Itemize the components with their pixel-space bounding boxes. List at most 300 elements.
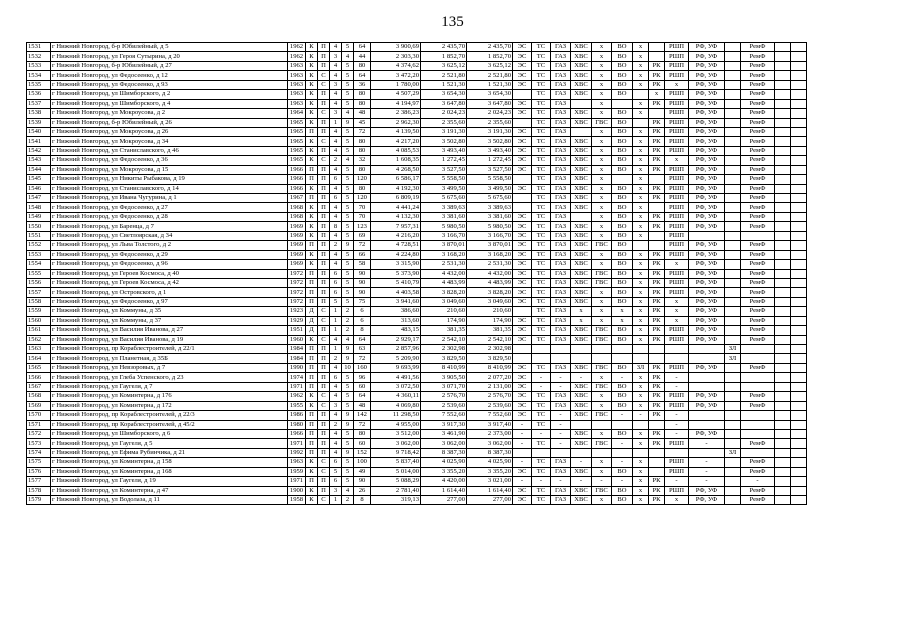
registry-body bbox=[27, 43, 807, 505]
cell-facade-flag: РемФ bbox=[741, 326, 775, 335]
cell-residential-area: 210,60 bbox=[467, 307, 513, 316]
cell-heating bbox=[532, 448, 551, 457]
cell-wall-type: К bbox=[306, 250, 318, 259]
cell-cold-water: ХВС bbox=[571, 90, 592, 99]
cell-gas: ГАЗ bbox=[551, 231, 571, 240]
cell-extra-col-1 bbox=[775, 326, 791, 335]
cell-extra-col-1 bbox=[775, 118, 791, 127]
cell-floors: 5 bbox=[342, 222, 354, 231]
cell-residential-area: 3 021,00 bbox=[467, 477, 513, 486]
cell-roof-mark: РК bbox=[649, 307, 665, 316]
cell-elevator-mark: х bbox=[633, 109, 649, 118]
cell-facade-flag: РемФ bbox=[741, 278, 775, 287]
cell-garbage-chute: РШП bbox=[665, 269, 689, 278]
cell-facade-repair: РФ, УФ bbox=[689, 61, 725, 70]
cell-address: г Нижний Новгород, ул Коминтерна, д 172 bbox=[51, 401, 288, 410]
cell-gas: ГАЗ bbox=[551, 109, 571, 118]
cell-total-area: 3 512,00 bbox=[371, 429, 421, 438]
cell-residential-area: 3 499,50 bbox=[467, 184, 513, 193]
cell-hot-water: х bbox=[592, 99, 612, 108]
cell-build-year: 1968 bbox=[288, 203, 306, 212]
cell-elevator-mark: х bbox=[633, 486, 649, 495]
cell-extra-col-1 bbox=[775, 401, 791, 410]
cell-roof-mark: РК bbox=[649, 156, 665, 165]
cell-garbage-chute: РШП bbox=[665, 231, 689, 240]
cell-cold-water: ХВС bbox=[571, 363, 592, 372]
cell-hot-water: х bbox=[592, 458, 612, 467]
cell-sewerage: - bbox=[612, 477, 633, 486]
cell-residential-area: 3 381,60 bbox=[467, 212, 513, 221]
cell-total-area: 4 224,80 bbox=[371, 250, 421, 259]
cell-address: г Нижний Новгород, ул Мокроусова, д 2 bbox=[51, 109, 288, 118]
cell-roof-mark: РК bbox=[649, 278, 665, 287]
cell-build-year: 1972 bbox=[288, 297, 306, 306]
cell-residential-area: 174,90 bbox=[467, 316, 513, 325]
cell-hot-water: х bbox=[592, 297, 612, 306]
cell-heating: ТС bbox=[532, 222, 551, 231]
cell-roof-mark: РК bbox=[649, 118, 665, 127]
cell-hot-water: х bbox=[592, 250, 612, 259]
cell-wall-type: П bbox=[306, 439, 318, 448]
cell-facade-repair: РФ, УФ bbox=[689, 288, 725, 297]
cell-electricity: ЭС bbox=[513, 137, 532, 146]
cell-living-area: 3 917,30 bbox=[421, 420, 467, 429]
table-row bbox=[27, 222, 807, 231]
cell-entrances: 4 bbox=[330, 392, 342, 401]
table-row bbox=[27, 496, 807, 505]
cell-build-year: 1955 bbox=[288, 401, 306, 410]
cell-sewerage: ВО bbox=[612, 269, 633, 278]
cell-garbage-chute bbox=[665, 448, 689, 457]
cell-build-year: 1984 bbox=[288, 345, 306, 354]
cell-heating: ТС bbox=[532, 43, 551, 52]
cell-entrances: 4 bbox=[330, 43, 342, 52]
cell-hot-water: х bbox=[592, 184, 612, 193]
table-row bbox=[27, 194, 807, 203]
cell-total-area: 4 268,50 bbox=[371, 165, 421, 174]
cell-garbage-chute: х bbox=[665, 496, 689, 505]
cell-heating: ТС bbox=[532, 486, 551, 495]
cell-facade-repair: РФ, УФ bbox=[689, 156, 725, 165]
cell-living-area: 3 493,40 bbox=[421, 146, 467, 155]
cell-garbage-chute: РШП bbox=[665, 71, 689, 80]
cell-residential-area: 2 521,80 bbox=[467, 71, 513, 80]
cell-apartments: 32 bbox=[354, 156, 371, 165]
cell-hot-water: - bbox=[592, 477, 612, 486]
cell-zl-mark bbox=[725, 165, 741, 174]
cell-zl-mark bbox=[725, 184, 741, 193]
cell-total-area: 11 298,50 bbox=[371, 411, 421, 420]
cell-row-number: 1555 bbox=[27, 269, 51, 278]
cell-living-area: 3 870,01 bbox=[421, 241, 467, 250]
cell-hot-water: ГВС bbox=[592, 486, 612, 495]
cell-gas: ГАЗ bbox=[551, 99, 571, 108]
cell-hot-water: х bbox=[592, 212, 612, 221]
cell-zl-mark bbox=[725, 326, 741, 335]
cell-living-area: 3 168,20 bbox=[421, 250, 467, 259]
cell-facade-flag bbox=[741, 373, 775, 382]
cell-sewerage: ВО bbox=[612, 496, 633, 505]
cell-electricity: ЭС bbox=[513, 260, 532, 269]
cell-roof-mark: РК bbox=[649, 260, 665, 269]
cell-hot-water: х bbox=[592, 90, 612, 99]
cell-gas: ГАЗ bbox=[551, 90, 571, 99]
cell-floors: 5 bbox=[342, 184, 354, 193]
cell-sewerage: ВО bbox=[612, 109, 633, 118]
cell-garbage-chute: РШП bbox=[665, 109, 689, 118]
cell-entrances: 6 bbox=[330, 373, 342, 382]
cell-extra-col-2 bbox=[791, 90, 807, 99]
cell-heating: ТС bbox=[532, 260, 551, 269]
cell-apartments: 60 bbox=[354, 439, 371, 448]
cell-sewerage: - bbox=[612, 411, 633, 420]
cell-floors: 9 bbox=[342, 448, 354, 457]
cell-elevator-mark: х bbox=[633, 250, 649, 259]
cell-hot-water: х bbox=[592, 222, 612, 231]
cell-residential-area: 3 647,80 bbox=[467, 99, 513, 108]
cell-entrances: 3 bbox=[330, 80, 342, 89]
cell-material: С bbox=[318, 316, 330, 325]
cell-facade-repair: РФ, УФ bbox=[689, 194, 725, 203]
cell-facade-flag bbox=[741, 382, 775, 391]
cell-hot-water: х bbox=[592, 43, 612, 52]
table-row bbox=[27, 109, 807, 118]
cell-hot-water: ГВС bbox=[592, 382, 612, 391]
cell-zl-mark bbox=[725, 71, 741, 80]
cell-cold-water: - bbox=[571, 458, 592, 467]
cell-garbage-chute: РШП bbox=[665, 118, 689, 127]
cell-address: г Нижний Новгород, пр Кораблестроителей, д 22/1 bbox=[51, 345, 288, 354]
cell-hot-water: х bbox=[592, 71, 612, 80]
cell-elevator-mark: х bbox=[633, 71, 649, 80]
cell-residential-area: 3 166,70 bbox=[467, 231, 513, 240]
cell-build-year: 1974 bbox=[288, 373, 306, 382]
cell-living-area: 3 355,20 bbox=[421, 467, 467, 476]
table-row bbox=[27, 43, 807, 52]
cell-address: г Нижний Новгород, ул Василия Иванова, д 27 bbox=[51, 326, 288, 335]
cell-living-area: 3 049,60 bbox=[421, 297, 467, 306]
cell-sewerage: ВО bbox=[612, 118, 633, 127]
cell-build-year: 1969 bbox=[288, 241, 306, 250]
cell-facade-repair: РФ, УФ bbox=[689, 52, 725, 61]
cell-total-area: 6 809,19 bbox=[371, 194, 421, 203]
cell-facade-repair: РФ, УФ bbox=[689, 307, 725, 316]
cell-electricity: ЭС bbox=[513, 241, 532, 250]
cell-garbage-chute: РШП bbox=[665, 137, 689, 146]
table-row bbox=[27, 345, 807, 354]
cell-total-area: 4 441,24 bbox=[371, 203, 421, 212]
cell-material: П bbox=[318, 420, 330, 429]
cell-wall-type: К bbox=[306, 467, 318, 476]
cell-cold-water: х bbox=[571, 307, 592, 316]
cell-material: П bbox=[318, 90, 330, 99]
cell-living-area: 3 654,30 bbox=[421, 90, 467, 99]
cell-total-area: 3 900,69 bbox=[371, 43, 421, 52]
cell-cold-water: ХВС bbox=[571, 382, 592, 391]
cell-material: П bbox=[318, 99, 330, 108]
cell-facade-repair: РФ, УФ bbox=[689, 99, 725, 108]
cell-living-area: 1 614,40 bbox=[421, 486, 467, 495]
cell-roof-mark: РК bbox=[649, 326, 665, 335]
cell-total-area: 9 718,42 bbox=[371, 448, 421, 457]
cell-hot-water: х bbox=[592, 316, 612, 325]
cell-zl-mark bbox=[725, 335, 741, 344]
cell-electricity: ЭС bbox=[513, 127, 532, 136]
cell-roof-mark: РК bbox=[649, 212, 665, 221]
cell-extra-col-1 bbox=[775, 146, 791, 155]
cell-entrances: 6 bbox=[330, 477, 342, 486]
cell-garbage-chute: РШП bbox=[665, 194, 689, 203]
cell-floors: 4 bbox=[342, 486, 354, 495]
cell-build-year: 1972 bbox=[288, 269, 306, 278]
cell-roof-mark: РК bbox=[649, 61, 665, 70]
cell-elevator-mark: х bbox=[633, 335, 649, 344]
cell-sewerage: ВО bbox=[612, 326, 633, 335]
cell-floors: 9 bbox=[342, 354, 354, 363]
cell-extra-col-1 bbox=[775, 439, 791, 448]
cell-electricity: ЭС bbox=[513, 467, 532, 476]
cell-extra-col-2 bbox=[791, 127, 807, 136]
cell-extra-col-1 bbox=[775, 477, 791, 486]
cell-living-area: 210,60 bbox=[421, 307, 467, 316]
cell-elevator-mark: х bbox=[633, 297, 649, 306]
cell-roof-mark bbox=[649, 231, 665, 240]
cell-zl-mark bbox=[725, 307, 741, 316]
cell-cold-water: ХВС bbox=[571, 486, 592, 495]
cell-elevator-mark: х bbox=[633, 222, 649, 231]
cell-garbage-chute: - bbox=[665, 477, 689, 486]
cell-zl-mark bbox=[725, 156, 741, 165]
cell-apartments: 80 bbox=[354, 146, 371, 155]
cell-build-year: 1966 bbox=[288, 184, 306, 193]
cell-facade-flag: РемФ bbox=[741, 335, 775, 344]
cell-heating: ТС bbox=[532, 212, 551, 221]
cell-facade-flag: РемФ bbox=[741, 401, 775, 410]
cell-extra-col-2 bbox=[791, 411, 807, 420]
cell-apartments: 80 bbox=[354, 61, 371, 70]
cell-total-area: 4 069,80 bbox=[371, 401, 421, 410]
cell-extra-col-1 bbox=[775, 420, 791, 429]
cell-material: П bbox=[318, 231, 330, 240]
cell-residential-area: 381,35 bbox=[467, 326, 513, 335]
cell-material: С bbox=[318, 156, 330, 165]
cell-gas: ГАЗ bbox=[551, 71, 571, 80]
cell-electricity: ЭС bbox=[513, 363, 532, 372]
cell-apartments: 8 bbox=[354, 326, 371, 335]
cell-sewerage: ВО bbox=[612, 401, 633, 410]
table-row bbox=[27, 278, 807, 287]
cell-address: г Нижний Новгород, ул Федосеенко, д 27 bbox=[51, 203, 288, 212]
cell-cold-water: ХВС bbox=[571, 326, 592, 335]
cell-material: П bbox=[318, 212, 330, 221]
cell-extra-col-2 bbox=[791, 156, 807, 165]
cell-extra-col-2 bbox=[791, 335, 807, 344]
cell-build-year: 1965 bbox=[288, 146, 306, 155]
cell-total-area: 4 139,50 bbox=[371, 127, 421, 136]
cell-garbage-chute: РШП bbox=[665, 90, 689, 99]
table-row bbox=[27, 137, 807, 146]
cell-extra-col-2 bbox=[791, 146, 807, 155]
cell-extra-col-1 bbox=[775, 363, 791, 372]
cell-facade-repair: РФ, УФ bbox=[689, 297, 725, 306]
cell-address: г Нижний Новгород, ул Федосеенко, д 12 bbox=[51, 71, 288, 80]
cell-garbage-chute: х bbox=[665, 80, 689, 89]
cell-address: г Нижний Новгород, ул Станиславского, д 14 bbox=[51, 184, 288, 193]
cell-living-area: 3 499,50 bbox=[421, 184, 467, 193]
cell-address: г Нижний Новгород, ул Шимборского, д 6 bbox=[51, 429, 288, 438]
cell-apartments: 72 bbox=[354, 420, 371, 429]
cell-floors: 5 bbox=[342, 288, 354, 297]
cell-extra-col-1 bbox=[775, 90, 791, 99]
cell-extra-col-2 bbox=[791, 496, 807, 505]
table-row bbox=[27, 175, 807, 184]
cell-apartments: 80 bbox=[354, 165, 371, 174]
cell-material: С bbox=[318, 335, 330, 344]
cell-extra-col-1 bbox=[775, 496, 791, 505]
cell-cold-water: ХВС bbox=[571, 156, 592, 165]
cell-extra-col-1 bbox=[775, 212, 791, 221]
table-row bbox=[27, 127, 807, 136]
cell-entrances: 4 bbox=[330, 411, 342, 420]
cell-elevator-mark bbox=[633, 241, 649, 250]
cell-total-area: 4 403,58 bbox=[371, 288, 421, 297]
cell-extra-col-2 bbox=[791, 477, 807, 486]
cell-address: г Нижний Новгород, ул Федосеенко, д 29 bbox=[51, 250, 288, 259]
cell-wall-type: К bbox=[306, 401, 318, 410]
cell-gas: ГАЗ bbox=[551, 486, 571, 495]
cell-total-area: 4 192,30 bbox=[371, 184, 421, 193]
cell-sewerage: ВО bbox=[612, 127, 633, 136]
cell-residential-area: 3 828,20 bbox=[467, 288, 513, 297]
cell-row-number: 1542 bbox=[27, 146, 51, 155]
cell-hot-water: х bbox=[592, 496, 612, 505]
cell-living-area: 3 461,90 bbox=[421, 429, 467, 438]
cell-zl-mark bbox=[725, 231, 741, 240]
cell-living-area: 3 625,12 bbox=[421, 61, 467, 70]
cell-facade-repair: РФ, УФ bbox=[689, 146, 725, 155]
cell-facade-repair: РФ, УФ bbox=[689, 316, 725, 325]
cell-entrances: 4 bbox=[330, 212, 342, 221]
cell-extra-col-2 bbox=[791, 363, 807, 372]
cell-facade-repair: РФ, УФ bbox=[689, 392, 725, 401]
cell-wall-type: П bbox=[306, 382, 318, 391]
cell-elevator-mark: х bbox=[633, 316, 649, 325]
cell-facade-flag: РемФ bbox=[741, 222, 775, 231]
cell-material: С bbox=[318, 71, 330, 80]
cell-living-area: 5 980,50 bbox=[421, 222, 467, 231]
cell-wall-type: К bbox=[306, 52, 318, 61]
cell-heating: ТС bbox=[532, 363, 551, 372]
cell-facade-flag: РемФ bbox=[741, 203, 775, 212]
cell-living-area: 2 024,23 bbox=[421, 109, 467, 118]
cell-heating: ТС bbox=[532, 316, 551, 325]
cell-address: г Нижний Новгород, ул Мокроусова, д 34 bbox=[51, 137, 288, 146]
cell-entrances: 1 bbox=[330, 496, 342, 505]
cell-apartments: 142 bbox=[354, 411, 371, 420]
cell-gas: ГАЗ bbox=[551, 80, 571, 89]
cell-address: г Нижний Новгород, ул Льва Толстого, д 2 bbox=[51, 241, 288, 250]
cell-gas: ГАЗ bbox=[551, 467, 571, 476]
cell-wall-type: П bbox=[306, 429, 318, 438]
cell-row-number: 1536 bbox=[27, 90, 51, 99]
cell-wall-type: П bbox=[306, 363, 318, 372]
cell-residential-area: 5 558,50 bbox=[467, 175, 513, 184]
cell-hot-water: ГВС bbox=[592, 439, 612, 448]
cell-facade-flag: РемФ bbox=[741, 250, 775, 259]
cell-entrances: 6 bbox=[330, 278, 342, 287]
cell-row-number: 1545 bbox=[27, 175, 51, 184]
cell-electricity bbox=[513, 354, 532, 363]
cell-extra-col-2 bbox=[791, 458, 807, 467]
cell-sewerage: ВО bbox=[612, 146, 633, 155]
cell-facade-repair: РФ, УФ bbox=[689, 71, 725, 80]
cell-living-area: 8 387,30 bbox=[421, 448, 467, 457]
cell-row-number: 1571 bbox=[27, 420, 51, 429]
cell-living-area: 277,00 bbox=[421, 496, 467, 505]
cell-material: С bbox=[318, 458, 330, 467]
cell-residential-area: 1 521,30 bbox=[467, 80, 513, 89]
cell-sewerage bbox=[612, 175, 633, 184]
cell-living-area: 3 502,80 bbox=[421, 137, 467, 146]
cell-extra-col-2 bbox=[791, 184, 807, 193]
cell-wall-type: П bbox=[306, 420, 318, 429]
cell-roof-mark bbox=[649, 241, 665, 250]
cell-row-number: 1533 bbox=[27, 61, 51, 70]
table-row bbox=[27, 99, 807, 108]
cell-zl-mark bbox=[725, 52, 741, 61]
cell-address: г Нижний Новгород, ул Федосеенко, д 96 bbox=[51, 260, 288, 269]
cell-material: П bbox=[318, 269, 330, 278]
cell-sewerage: ВО bbox=[612, 80, 633, 89]
cell-gas: - bbox=[551, 429, 571, 438]
cell-residential-area: 277,00 bbox=[467, 496, 513, 505]
cell-extra-col-1 bbox=[775, 269, 791, 278]
cell-sewerage: ВО bbox=[612, 250, 633, 259]
cell-material: П bbox=[318, 486, 330, 495]
cell-extra-col-1 bbox=[775, 203, 791, 212]
cell-floors: 4 bbox=[342, 335, 354, 344]
cell-row-number: 1550 bbox=[27, 222, 51, 231]
cell-heating: ТС bbox=[532, 458, 551, 467]
cell-entrances: 1 bbox=[330, 118, 342, 127]
cell-extra-col-1 bbox=[775, 448, 791, 457]
cell-build-year: 1963 bbox=[288, 61, 306, 70]
cell-facade-repair: РФ, УФ bbox=[689, 222, 725, 231]
cell-material: П bbox=[318, 477, 330, 486]
cell-garbage-chute: - bbox=[665, 411, 689, 420]
cell-row-number: 1568 bbox=[27, 392, 51, 401]
cell-extra-col-2 bbox=[791, 175, 807, 184]
table-row bbox=[27, 477, 807, 486]
cell-entrances: 4 bbox=[330, 363, 342, 372]
cell-wall-type: П bbox=[306, 345, 318, 354]
cell-facade-flag: РемФ bbox=[741, 43, 775, 52]
cell-garbage-chute: х bbox=[665, 156, 689, 165]
cell-row-number: 1578 bbox=[27, 486, 51, 495]
cell-elevator-mark: х bbox=[633, 467, 649, 476]
cell-extra-col-1 bbox=[775, 335, 791, 344]
cell-address: г Нижний Новгород, ул Василия Иванова, д 19 bbox=[51, 335, 288, 344]
cell-build-year: 1966 bbox=[288, 165, 306, 174]
cell-cold-water bbox=[571, 212, 592, 221]
cell-wall-type: К bbox=[306, 137, 318, 146]
cell-electricity bbox=[513, 307, 532, 316]
cell-address: г Нижний Новгород, ул Островского, д 1 bbox=[51, 288, 288, 297]
cell-build-year: 1965 bbox=[288, 127, 306, 136]
cell-living-area: 2 521,80 bbox=[421, 71, 467, 80]
cell-wall-type: К bbox=[306, 109, 318, 118]
cell-entrances: 1 bbox=[330, 307, 342, 316]
